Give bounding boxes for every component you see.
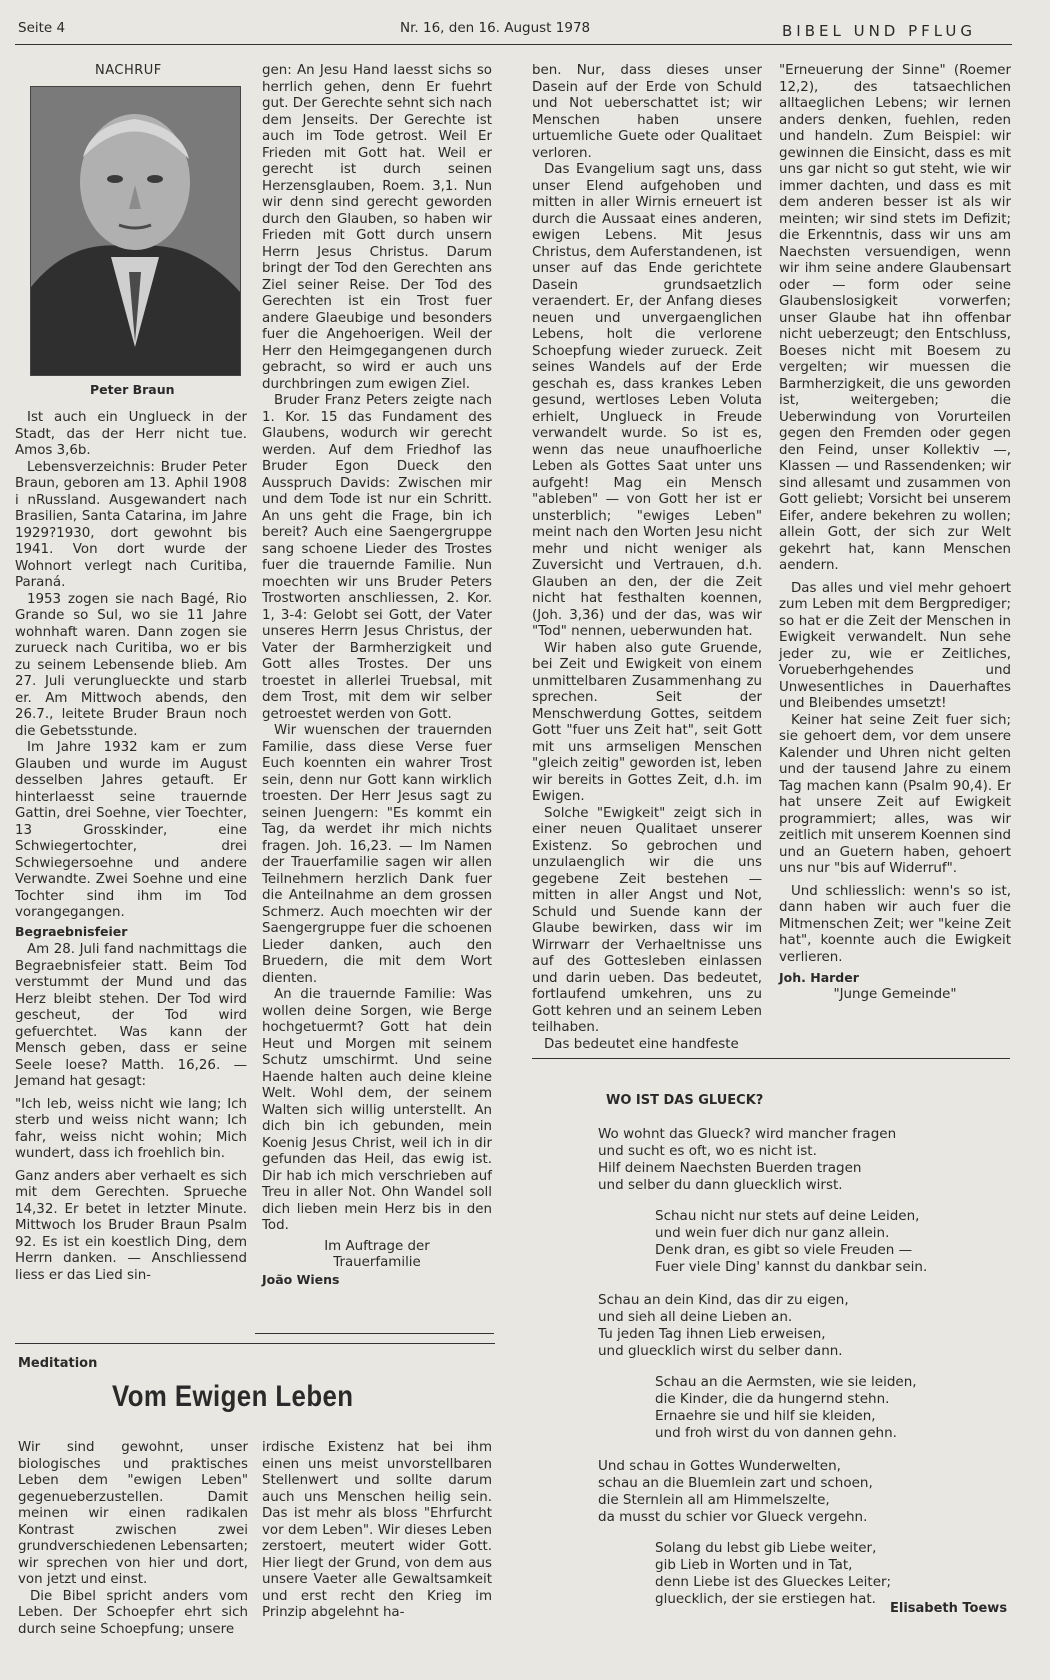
header-rule: [15, 44, 1012, 45]
poem-line: und sieh all deine Lieben an.: [598, 1309, 793, 1325]
poem-line: Fuer viele Ding' kannst du dankbar sein.: [655, 1259, 928, 1275]
signature-line: Im Auftrage der: [324, 1238, 430, 1254]
paragraph: Ist auch ein Unglueck in der Stadt, das der Herr nicht tue. Amos 3,6b.: [15, 410, 247, 458]
poem-line: gib Lieb in Worten und in Tat,: [655, 1557, 853, 1573]
poem-stanza: [598, 1126, 896, 1194]
poem-stanza: [598, 1458, 873, 1526]
portrait-figure: [31, 87, 240, 375]
poem-title: WO IST DAS GLUECK?: [606, 1093, 764, 1108]
poem-line: gluecklich, der sie erstiegen hat.: [655, 1591, 876, 1607]
signature-line: Trauerfamilie: [333, 1255, 421, 1270]
section-rule: [532, 1058, 1010, 1059]
poem-line: Und schau in Gottes Wunderwelten,: [598, 1458, 841, 1474]
paragraph: Bruder Franz Peters zeigte nach 1. Kor. 15 das Fundament des Glaubens, wodurch wir gerecht werden. Auf dem Friedhof las Bruder Egon Dueck den Ausspruch Davids: Zwischen mir und dem Tode ist nur ein Schritt. An uns geht die Frage, bin ich bereit? Auch eine Saengergruppe sang schoene Lieder des Trostes fuer die trauernde Familie. Nun moechten wir uns Bruder Peters Trostworten anschliessen, 2. Kor. 1, 3-4: Gelobt sei Gott, der Vater unseres Herrn Jesus Christus, der Vater der Barmherzigkeit und Gott alles Trostes. Der uns troestet in allerlei Truebsal, mit dem Trost, mit dem wir selber getroestet werden von Gott.: [262, 393, 492, 722]
obituary-column-1: [15, 410, 247, 1284]
poem-stanza: [655, 1208, 927, 1276]
paragraph: "Erneuerung der Sinne" (Roemer 12,2), des tatsaechlichen alltaeglichen Lebens; wir lernen anders denken, fuehlen, reden und handeln. Zum Beispiel: wir gewinnen die Einsicht, dass es mit uns gar nicht so gut steht, wie wir immer dachten, und dass es mit dem anderen besser ist als wir meinten; wir sind stets im Defizit; die Erkenntnis, dass wir uns am Naechsten versuendigen, wenn wir ihm seine andere Glaubensart oder — form oder seine Glaubenslosigkeit vorwerfen; unser Glaube hat ihn offenbar nicht ueberzeugt; den Entschluss, Boeses nicht mit Boesem zu vergelten; wir muessen die Barmherzigkeit, die uns geworden ist, weitergeben; die Ueberwindung von Vorurteilen gegen den Fremden oder gegen den Feind, unser Kollektiv —, Klassen — und Rassendenken; wir sind allesamt und zusammen von Gott geliebt; Vorsicht bei unserem Eifer, andere bekehren zu wollen; allein Gott, der sich zur Welt gekehrt hat, kann Menschen aendern.: [779, 63, 1011, 573]
paragraph: ben. Nur, dass dieses unser Dasein auf der Erde von Schuld und Not ueberschattet ist; wir Menschen haben unsere urtuemliche Guete oder Qualitaet verloren.: [532, 63, 762, 161]
paragraph: irdische Existenz hat bei ihm einen uns meist unvorstellbaren Stellenwert und sollte darum auch uns Menschen heilig sein. Das ist mehr als bloss "Ehrfurcht vor dem Leben". Wir dieses Leben zerstoert, meutert wider Gott. Hier liegt der Grund, von dem aus unsere Vaeter alle Gewaltsamkeit und erst recht den Krieg im Prinzip abgelehnt ha-: [262, 1440, 492, 1620]
paragraph: Am 28. Juli fand nachmittags die Begraebnisfeier statt. Beim Tod verstummt der Mund und das Herz bleibt stehen. Der Tod wird gescheut, der Tod wird gefuerchtet. Was kann der Mensch geben, dass er seine Seele loese? Matth. 16,26. — Jemand hat gesagt:: [15, 942, 247, 1089]
poem-line: Tu jeden Tag ihnen Lieb erweisen,: [598, 1326, 826, 1342]
paragraph: Im Jahre 1932 kam er zum Glauben und wurde im August desselben Jahres getauft. Er hinterlaesst seine trauernde Gattin, drei Soehne, vier Toechter, 13 Grosskinder, eine Schwiegertochter, drei Schwiegersoehne und andere Verwandte. Zwei Soehne und eine Tochter sind ihm im Tod vorangegangen.: [15, 740, 247, 920]
paragraph: Die Bibel spricht anders vom Leben. Der Schoepfer ehrt sich durch seine Schoepfung; unsere: [18, 1588, 248, 1637]
article-title: Vom Ewigen Leben: [112, 1380, 354, 1413]
source-line: "Junge Gemeinde": [833, 986, 957, 1002]
article-column-3: [532, 63, 762, 1053]
poem-line: Schau an dein Kind, das dir zu eigen,: [598, 1292, 849, 1308]
poem-line: die Sternlein all am Himmelszelte,: [598, 1492, 830, 1508]
signature-name: João Wiens: [262, 1271, 340, 1287]
meditation-column-2: [262, 1440, 492, 1622]
subheading: Begraebnisfeier: [15, 923, 128, 939]
paragraph: Ganz anders aber verhaelt es sich mit dem Gerechten. Sprueche 14,32. Er betet in letzter Minute. Mittwoch los Bruder Braun Psalm 92. Es ist ein koestlich Ding, dem Herrn danken. — Anschliessend liess er das Lied sin-: [15, 1168, 247, 1283]
poem-line: Wo wohnt das Glueck? wird mancher fragen: [598, 1126, 897, 1142]
poem-author: Elisabeth Toews: [890, 1601, 1008, 1616]
portrait-photo: [30, 86, 241, 376]
poem-stanza: [598, 1292, 849, 1360]
section-rule: [15, 1343, 495, 1344]
section-label: Meditation: [18, 1356, 98, 1371]
poem-stanza: [655, 1374, 917, 1442]
issue-date: Nr. 16, den 16. August 1978: [400, 20, 591, 36]
poem-line: und sucht es oft, wo es nicht ist.: [598, 1143, 817, 1159]
paragraph: Solche "Ewigkeit" zeigt sich in einer neuen Qualitaet unserer Existenz. So gebrochen und unzulaenglich wir die uns gegebene Zeit bestehen — mitten in aller Angst und Not, Schuld und Suende kann der Glaube bewirken, dass wir im Wirrwarr der Verhaeltnisse uns auf des Gottesleben einlassen und darin ueben. Das bedeutet, fortlaufend umkehren, uns zu Gott kehren und an seinem Leben teilhaben.: [532, 805, 762, 1035]
poem-line: Denk dran, es gibt so viele Freuden —: [655, 1242, 913, 1258]
obituary-column-2: [262, 63, 492, 1288]
paragraph: Das bedeutet eine handfeste: [544, 1036, 739, 1052]
paragraph: Lebensverzeichnis: Bruder Peter Braun, geboren am 13. Aphil 1908 i nRussland. Ausgewandert nach Brasilien, Santa Catarina, im Jahre 1929?1930, dort gewohnt bis 1941. Von dort wurde der Wohnort verlegt nach Curitiba, Paraná.: [15, 459, 247, 590]
column-rule: [255, 1333, 494, 1334]
meditation-column-1: [18, 1440, 248, 1638]
poem-line: Solang du lebst gib Liebe weiter,: [655, 1540, 877, 1556]
author-name: Joh. Harder: [779, 970, 859, 985]
poem-line: da musst du schier vor Glueck vergehn.: [598, 1509, 868, 1525]
paragraph: Das Evangelium sagt uns, dass unser Elend aufgehoben und mitten in aller Wirnis erneuert ist durch die Aussaat eines anderen, ewigen Lebens. Mit Jesus Christus, dem Auferstandenen, ist unser auf das Ende gerichtete Dasein grundsaetzlich veraendert. Er, der Anfang dieses neuen und unvergaenglichen Lebens, holt die verlorene Schoepfung wieder zurueck. Zeit seines Wandels auf der Erde geschah es, dass krankes Leben gesund, wertloses Leben Voluta erhielt, Unglueck in Freude verwandelt wurde. So ist es, wenn das neue unaufhoerliche Leben als Gottes Saat unter uns aufgeht! Mag ein Mensch "ableben" — von Gott her ist er unsterblich; "ewiges Leben" meint nach den Worten Jesu nicht mehr und nicht weniger als Zuversicht und Vertrauen, d.h. Glauben an den, der die Zeit nicht hat festhalten koennen, (Joh. 3,36) und der das, was wir "Tod" nennen, ueberwunden hat.: [532, 162, 762, 639]
poem-line: Hilf deinem Naechsten Buerden tragen: [598, 1160, 862, 1176]
paragraph: Wir haben also gute Gruende, bei Zeit und Ewigkeit von einem unmittelbaren Zusammenhang zu sprechen. Seit der Menschwerdung Gottes, seitdem Gott "fuer uns Zeit hat", seit Gott mit uns armseligen Menschen "gleich zeitig" geworden ist, leben wir bereits in Gottes Zeit, d.h. im Ewigen.: [532, 640, 762, 804]
portrait-caption: Peter Braun: [90, 382, 175, 397]
obituary-kicker: NACHRUF: [95, 63, 162, 78]
paragraph: Keiner hat seine Zeit fuer sich; sie gehoert dem, vor dem unsere Kalender und Uhren nicht gelten und der tausend Jahre zu einem Tag machen kann (Psalm 90,4). Er hat unsere Zeit auf Ewigkeit programmiert; alles, was wir zeitlich mit unserem Koennen sind und an Guetern haben, gehoert uns nur "bis auf Widerruf".: [779, 712, 1011, 876]
paragraph: Und schliesslich: wenn's so ist, dann haben wir auch fuer die Mitmenschen Zeit; wer "keine Zeit hat", koennte auch die Ewigkeit verlieren.: [779, 883, 1011, 965]
poem-line: schau an die Bluemlein zart und schoen,: [598, 1475, 873, 1491]
poem-line: die Kinder, die da hungernd stehn.: [655, 1391, 890, 1407]
paragraph: 1953 zogen sie nach Bagé, Rio Grande so Sul, wo sie 11 Jahre wohnhaft waren. Dann zogen sie zurueck nach Curitiba, wo er bis zu seinem Lebensende blieb. Am 27. Juli verunglueckte und starb er. Am Mittwoch abends, den 26.7., leitete Bruder Braun noch die Gebetsstunde.: [15, 591, 247, 739]
poem-line: und selber du dann gluecklich wirst.: [598, 1177, 843, 1193]
poem-line: Schau an die Aermsten, wie sie leiden,: [655, 1374, 917, 1390]
paragraph: An die trauernde Familie: Was wollen deine Sorgen, wie Berge hochgetuermt? Gott hat dein Heut und Morgen mit seinem Schutz umschirmt. Und seine Haende halten auch deine kleine Welt. Wohl dem, der seinem Walten sich willig unterstellt. An dich bin ich gebunden, mein Koenig Jesus Christ, weil ich in dir gefunden das Heil, das ewig ist. Dir hab ich mich verschrieben auf Treu in aller Not. Ohn Wandel soll dich lieben mein Herz bis in den Tod.: [262, 987, 492, 1233]
poem-line: denn Liebe ist des Glueckes Leiter;: [655, 1574, 892, 1590]
poem-line: und froh wirst du von dannen gehn.: [655, 1425, 897, 1441]
quoted-verse: "Ich leb, weiss nicht wie lang; Ich sterb und weiss nicht wann; Ich fahr, weiss nicht wohin; Mich wundert, dass ich froehlich bin.: [15, 1096, 247, 1161]
poem-line: und wein fuer dich nur ganz allein.: [655, 1225, 890, 1241]
masthead: BIBEL UND PFLUG: [782, 22, 977, 40]
article-column-4: [779, 63, 1011, 1003]
paragraph: Das alles und viel mehr gehoert zum Leben mit dem Bergprediger; so hat er die Zeit der Menschen in Ewigkeit verwandelt. Nun sehe jeder zu, wie er Zeitliches, Vorueberhgehendes und Unwesentliches in Dauerhaftes und Bleibendes umsetzt!: [779, 580, 1011, 711]
poem-line: Ernaehre sie und hilf sie kleiden,: [655, 1408, 876, 1424]
poem-line: Schau nicht nur stets auf deine Leiden,: [655, 1208, 920, 1224]
paragraph: Wir sind gewohnt, unser biologisches und praktisches Leben dem "ewigen Leben" gegenueberzustellen. Damit meinen wir einen radikalen Kontrast zwischen zwei grundverschiedenen Lebensarten; wir sprechen von hier und dort, von jetzt und einst.: [18, 1440, 249, 1587]
paragraph: gen: An Jesu Hand laesst sichs so herrlich gehen, denn Er fuehrt gut. Der Gerechte sehnt sich nach dem Jenseits. Der Gerechte ist auch im Tode getrost. Weil Er Frieden mit Gott hat. Weil er gerecht ist durch seinen Herzensglauben, Roem. 3,1. Nun wir denn sind gerecht geworden durch den Glauben, so haben wir Frieden mit Gott durch unsern Herrn Jesus Christus. Darum bringt der Tod den Gerechten ans Ziel seiner Reise. Der Tod des Gerechten ist ein Trost fuer andere Glaeubige und besonders fuer die Angehoerigen. Weil der Herr den Heimgegangenen durch gebracht, so wird er auch uns durchbringen zum ewigen Ziel.: [262, 63, 492, 392]
page-number: Seite 4: [18, 20, 66, 36]
poem-line: und gluecklich wirst du selber dann.: [598, 1343, 843, 1359]
poem-stanza: [655, 1540, 891, 1608]
paragraph: Wir wuenschen der trauernden Familie, dass diese Verse fuer Euch koennten ein wahrer Trost sein, denn nur Gott kann wirklich troesten. Der Herr Jesus sagt zu seinen Juengern: "Es kommt ein Tag, da werdet ihr mich nichts fragen. Joh. 16,23. — Im Namen der Trauerfamilie sagen wir allen Teilnehmern herzlich Dank fuer die Anteilnahme an dem grossen Schmerz. Auch moechten wir der Saengergruppe fuer die schoenen Lieder danken, auch den Bruedern, die mit dem Wort dienten.: [262, 723, 492, 986]
